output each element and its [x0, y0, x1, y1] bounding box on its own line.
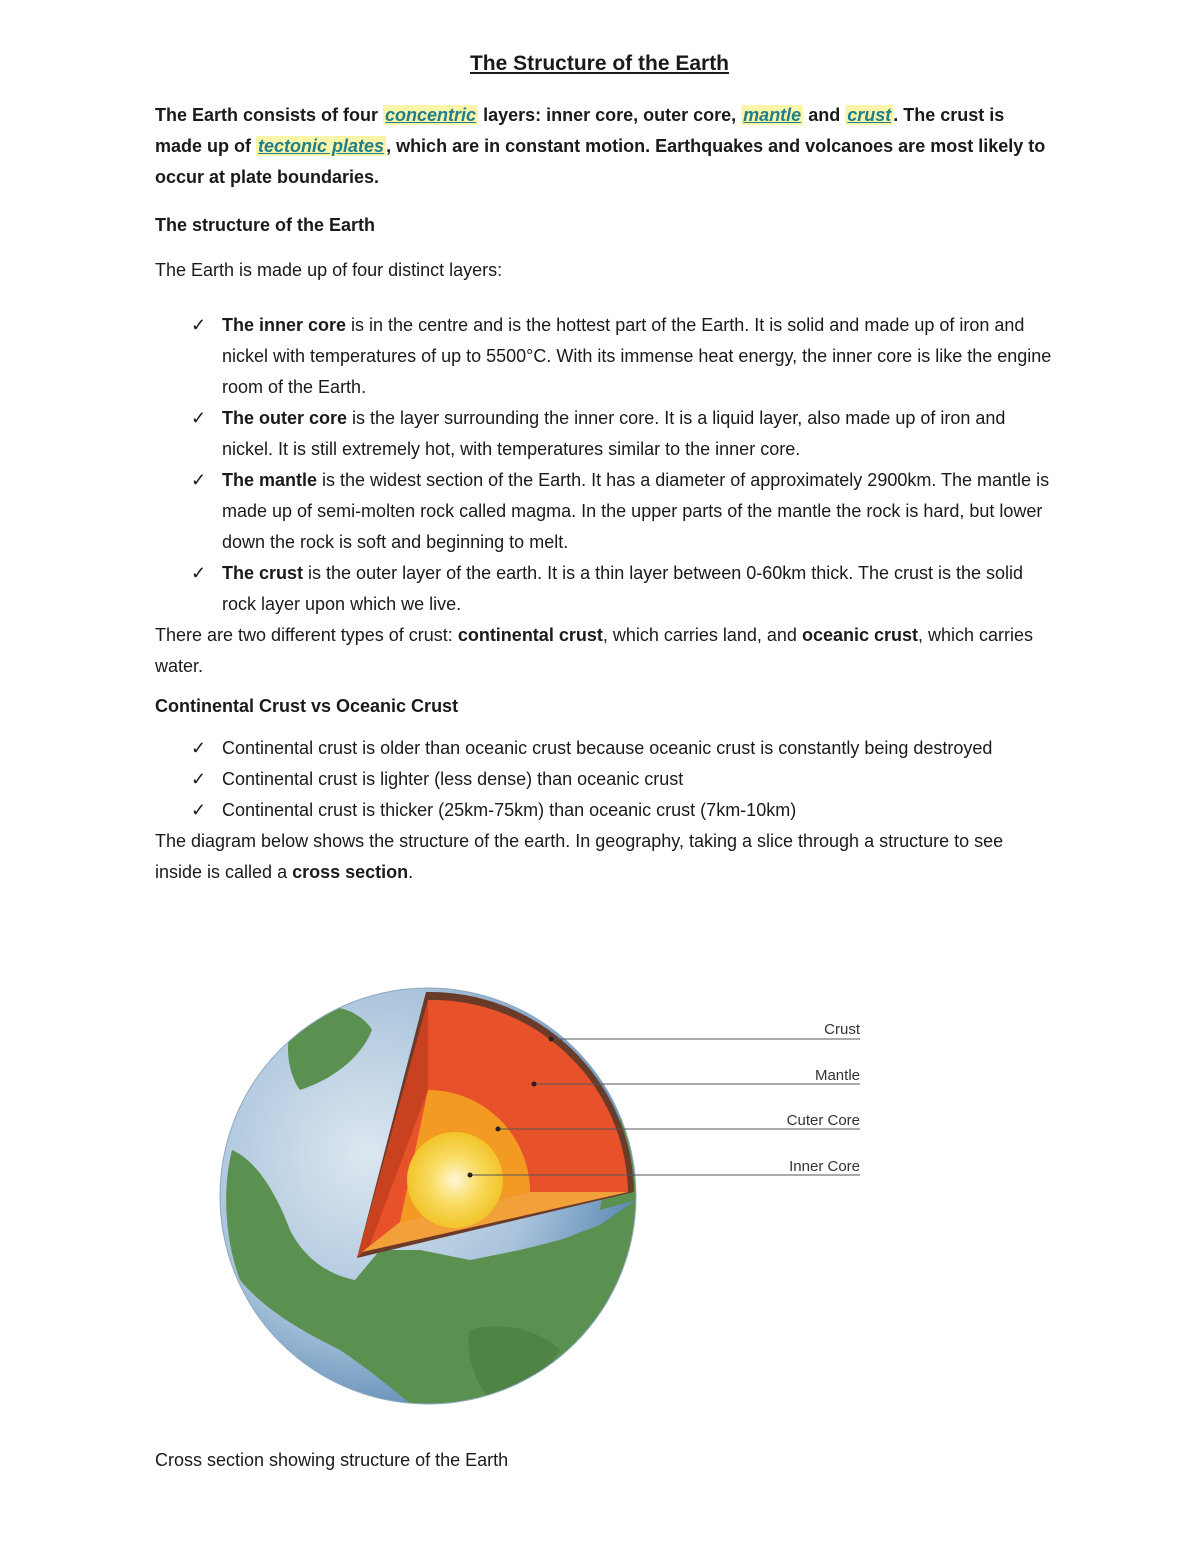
- cutaway-outer-core: [400, 1090, 530, 1222]
- list-item: [155, 558, 1055, 620]
- land-north: [288, 1006, 372, 1090]
- keyword-concentric: concentric: [385, 105, 477, 125]
- keyword-tectonic-plates: tectonic plates: [258, 136, 385, 156]
- document-body: [155, 52, 1055, 888]
- item-text: Continental crust is older than oceanic crust because oceanic crust is constantly being destroyed: [222, 738, 993, 758]
- list-item: [155, 465, 1055, 558]
- leader-dots: [468, 1037, 554, 1178]
- term-oceanic-crust: oceanic crust: [801, 625, 919, 645]
- globe-outline: [220, 988, 636, 1404]
- paragraph-text: , which carries water.: [155, 625, 1034, 676]
- intro-text: , which are in constant motion. Earthquakes and volcanoes are most likely to occur at plate boundaries.: [155, 136, 1046, 187]
- ocean: [220, 988, 636, 1404]
- inner-core-dot: [468, 1173, 473, 1178]
- land-south: [469, 1326, 560, 1405]
- land-east-strip: [600, 1100, 639, 1210]
- check-icon: ✓: [191, 470, 207, 490]
- figure-caption: Cross section showing structure of the Earth: [155, 1450, 509, 1470]
- check-icon: ✓: [191, 408, 207, 428]
- diagram-labels: [470, 1039, 860, 1175]
- crust-dot: [549, 1037, 554, 1042]
- cutaway-mantle: [362, 1000, 628, 1252]
- intro-text: layers: inner core, outer core,: [478, 105, 742, 125]
- list-item: [155, 795, 1055, 826]
- item-term: The inner core: [222, 315, 347, 335]
- check-icon: ✓: [191, 563, 207, 583]
- section-heading-structure: The structure of the Earth: [155, 215, 376, 235]
- cutaway-outer-core-floor: [362, 1192, 628, 1252]
- layers-list: [155, 310, 1055, 620]
- keyword-mantle: mantle: [743, 105, 802, 125]
- item-text: is the widest section of the Earth. It has a diameter of approximately 2900km. The mantle is made up of semi-molten rock called magma. In the upper parts of the mantle the rock is hard, but lower down the rock is soft and beginning to melt.: [222, 470, 1050, 552]
- land-west: [226, 1150, 640, 1420]
- item-term: The outer core: [222, 408, 348, 428]
- item-text: Continental crust is thicker (25km-75km) than oceanic crust (7km-10km): [222, 800, 797, 820]
- crust-comparison-list: [155, 733, 1055, 826]
- cutaway-crust: [357, 992, 634, 1258]
- term-continental-crust: continental crust: [457, 625, 603, 645]
- crust-types-paragraph: [155, 620, 1055, 682]
- check-icon: ✓: [191, 769, 207, 789]
- inner-core: [407, 1132, 503, 1228]
- diagram-intro-paragraph: [155, 826, 1055, 888]
- globe: [220, 988, 640, 1420]
- outer-core-dot: [496, 1127, 501, 1132]
- check-icon: ✓: [191, 738, 207, 758]
- list-item: [155, 733, 1055, 764]
- page-title: The Structure of the Earth: [469, 52, 730, 75]
- paragraph-text: The diagram below shows the structure of the earth. In geography, taking a slice through a structure to see inside is called a: [155, 831, 1004, 882]
- paragraph-text: .: [408, 862, 414, 882]
- label-mantle: Mantle: [814, 1067, 860, 1084]
- intro-paragraph: [155, 100, 1055, 193]
- list-item: [155, 403, 1055, 465]
- intro-text: and: [803, 105, 846, 125]
- item-term: The mantle: [222, 470, 318, 490]
- keyword-crust: crust: [847, 105, 892, 125]
- paragraph-text: , which carries land, and: [602, 625, 802, 645]
- label-inner-core: Inner Core: [789, 1158, 860, 1175]
- item-text: Continental crust is lighter (less dense) than oceanic crust: [222, 769, 684, 789]
- intro-text: The Earth consists of four: [155, 105, 384, 125]
- item-text: is the outer layer of the earth. It is a thin layer between 0-60km thick. The crust is the solid rock layer upon which we live.: [222, 563, 1024, 614]
- paragraph-text: There are two different types of crust:: [155, 625, 458, 645]
- item-term: The crust: [222, 563, 304, 583]
- label-crust: Crust: [824, 1021, 860, 1038]
- item-text: is the layer surrounding the inner core. It is a liquid layer, also made up of iron and nickel. It is still extremely hot, with temperatures similar to the inner core.: [222, 408, 1006, 459]
- section-heading-crust-comparison: Continental Crust vs Oceanic Crust: [155, 696, 459, 716]
- mantle-dot: [532, 1082, 537, 1087]
- cutaway-mantle-side: [357, 1000, 428, 1258]
- check-icon: ✓: [191, 315, 207, 335]
- list-item: [155, 310, 1055, 403]
- check-icon: ✓: [191, 800, 207, 820]
- label-outer-core: Cuter Core: [786, 1112, 860, 1129]
- list-item: [155, 764, 1055, 795]
- term-cross-section: cross section: [292, 862, 409, 882]
- item-text: is in the centre and is the hottest part of the Earth. It is solid and made up of iron and nickel with temperatures of up to 5500°C. With its immense heat energy, the inner core is like the engine room of the Earth.: [222, 315, 1052, 397]
- intro-text: . The crust is made up of: [155, 105, 1005, 156]
- section-lead: The Earth is made up of four distinct layers:: [155, 260, 503, 280]
